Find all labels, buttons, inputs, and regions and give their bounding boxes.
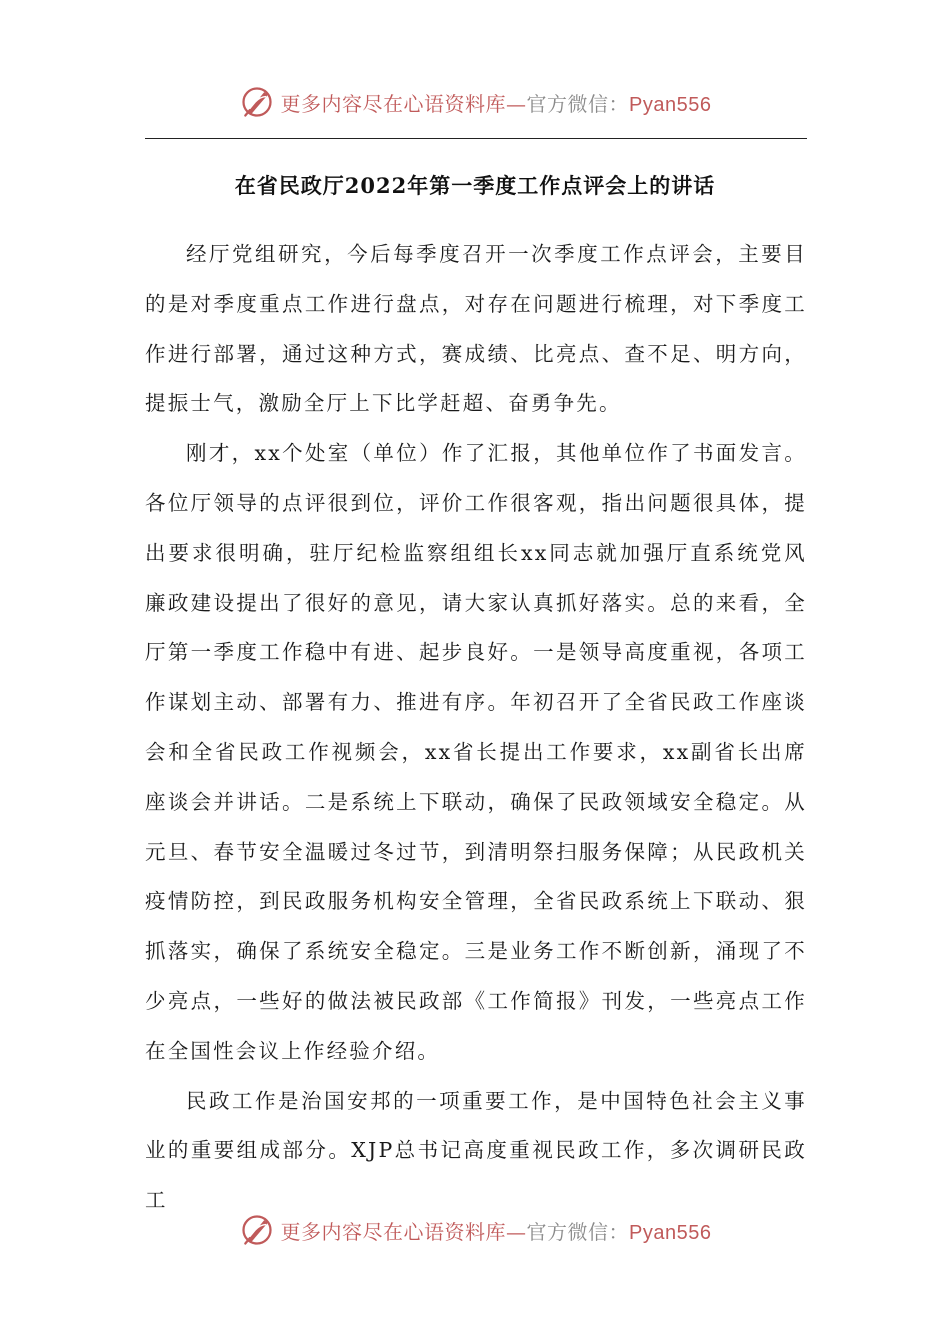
quill-pen-icon [239, 1212, 275, 1248]
document-body [145, 230, 807, 1226]
header-divider [145, 138, 807, 139]
paragraph-3: 民政工作是治国安邦的一项重要工作，是中国特色社会主义事业的重要组成部分。XJP总书记高度重视民政工作，多次调研民政工 [145, 1088, 807, 1213]
banner-wechat-id: Pyan556 [629, 1221, 712, 1244]
header-banner [0, 80, 950, 124]
paragraph-2: 刚才，xx个处室（单位）作了汇报，其他单位作了书面发言。各位厅领导的点评很到位，评价工作很客观，指出问题很具体，提出要求很明确，驻厅纪检监察组组长xx同志就加强厅直系统党风廉政建设提出了很好的意见，请大家认真抓好落实。总的来看，全厅第一季度工作稳中有进、起步良好。一是领导高度重视，各项工作谋划主动、部署有力、推进有序。年初召开了全省民政工作座谈会和全省民政工作视频会，xx省长提出工作要求，xx副省长出席座谈会并讲话。二是系统上下联动，确保了民政领域安全稳定。从元旦、春节安全温暖过冬过节，到清明祭扫服务保障；从民政机关疫情防控，到民政服务机构安全管理，全省民政系统上下联动、狠抓落实，确保了系统安全稳定。三是业务工作不断创新，涌现了不少亮点，一些好的做法被民政部《工作简报》刊发，一些亮点工作在全国性会议上作经验介绍。 [145, 441, 807, 1063]
document-title: 在省民政厅2022年第一季度工作点评会上的讲话 [234, 173, 716, 198]
banner-wechat-id: Pyan556 [629, 93, 712, 116]
banner-main-text: 更多内容尽在心语资料库— [280, 1219, 527, 1244]
footer-banner [0, 1208, 950, 1252]
quill-pen-icon [239, 84, 275, 120]
paragraph-1: 经厅党组研究，今后每季度召开一次季度工作点评会，主要目的是对季度重点工作进行盘点，对存在问题进行梳理，对下季度工作进行部署，通过这种方式，赛成绩、比亮点、查不足、明方向，提振士气，激励全厅上下比学赶超、奋勇争先。 [145, 242, 807, 416]
banner-text [281, 1216, 712, 1245]
banner-wechat-label: 官方微信： [526, 1219, 630, 1244]
banner-main-text: 更多内容尽在心语资料库— [280, 91, 527, 116]
banner-text [281, 88, 712, 117]
banner-wechat-label: 官方微信： [526, 91, 630, 116]
